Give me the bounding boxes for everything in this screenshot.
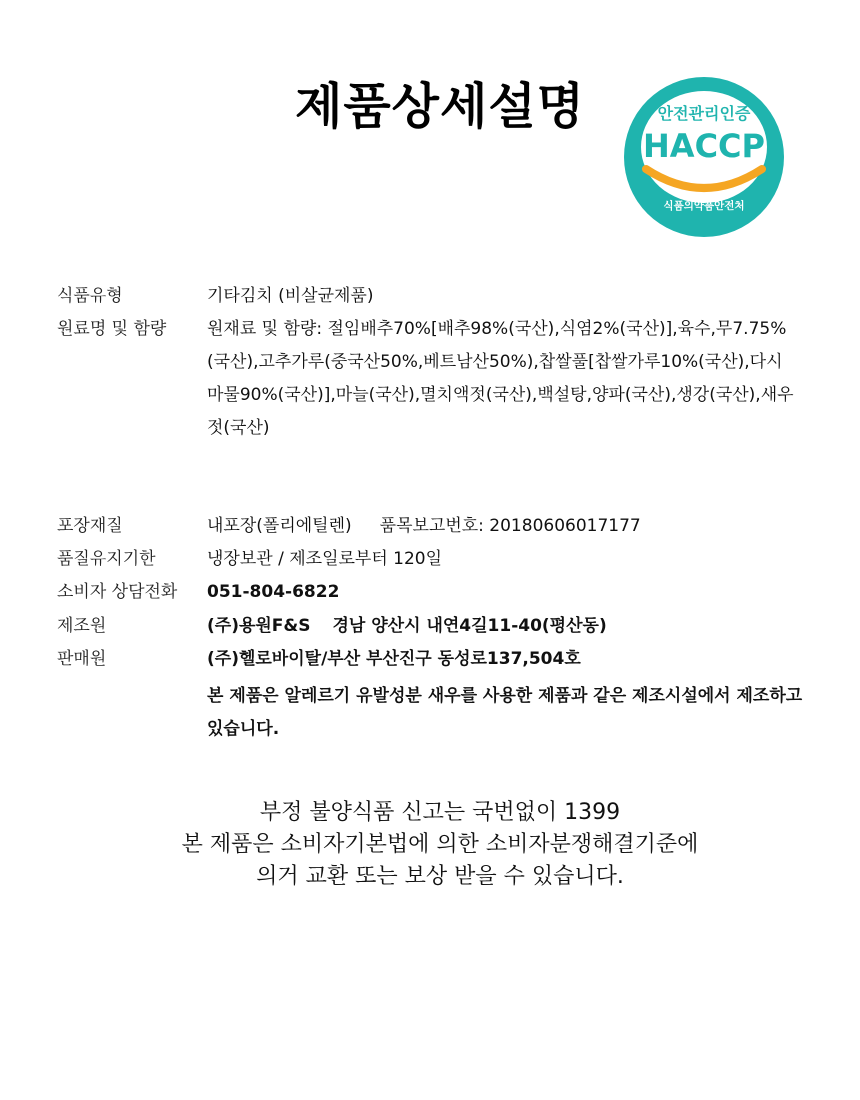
food-type-value: 기타김치 (비살균제품): [207, 286, 374, 306]
footer-line-2: 본 제품은 소비자기본법에 의한 소비자분쟁해결기준에: [181, 832, 699, 857]
footer-line-3: 의거 교환 또는 보상 받을 수 있습니다.: [256, 864, 624, 889]
footer-line-1: 부정 불양식품 신고는 국번없이 1399: [259, 800, 621, 825]
manufacturer-address: 경남 양산시 내연4길11-40(평산동): [332, 616, 607, 636]
report-number: 품목보고번호: 20180606017177: [379, 516, 641, 536]
ingredients-label: 원료명 및 함량: [57, 319, 167, 339]
haccp-main-text: HACCP: [643, 127, 765, 165]
consumer-phone-value: 051-804-6822: [207, 582, 340, 602]
haccp-bottom-text: 식품의약품안전처: [663, 200, 745, 212]
shelf-life-value: 냉장보관 / 제조일로부터 120일: [207, 549, 443, 569]
packaging-value: 내포장(폴리에틸렌): [207, 516, 352, 536]
haccp-badge: [622, 77, 786, 237]
packaging-value-group: [207, 510, 797, 543]
page-title: 제품상세설명: [294, 78, 585, 135]
packaging-label: 포장재질: [57, 516, 123, 536]
manufacturer-label: 제조원: [57, 616, 107, 636]
ingredients-value: 원재료 및 함량: 절임배추70%[배추98%(국산),식염2%(국산)],육수,무7.75%(국산),고추가루(중국산50%,베트남산50%),찹쌀풀[찹쌀가루10%(국산),다시마물90%(국산)],마늘(국산),멸치액젓(국산),백설탕,양파(국산),생강(국산),새우젓(국산): [207, 319, 794, 438]
seller-label: 판매원: [57, 649, 107, 669]
haccp-top-text: 안전관리인증: [657, 104, 751, 123]
shelf-life-label: 품질유지기한: [57, 549, 156, 569]
seller-value: (주)헬로바이탈/부산 부산진구 동성로137,504호: [207, 649, 581, 669]
manufacturer-value-group: [207, 610, 797, 643]
allergy-note: 본 제품은 알레르기 유발성분 새우를 사용한 제품과 같은 제조시설에서 제조하고 있습니다.: [207, 686, 803, 739]
manufacturer-name: (주)용원F&S: [207, 616, 311, 636]
footer-notice: [0, 797, 860, 893]
food-type-label: 식품유형: [57, 286, 123, 306]
consumer-phone-label: 소비자 상담전화: [57, 582, 178, 602]
